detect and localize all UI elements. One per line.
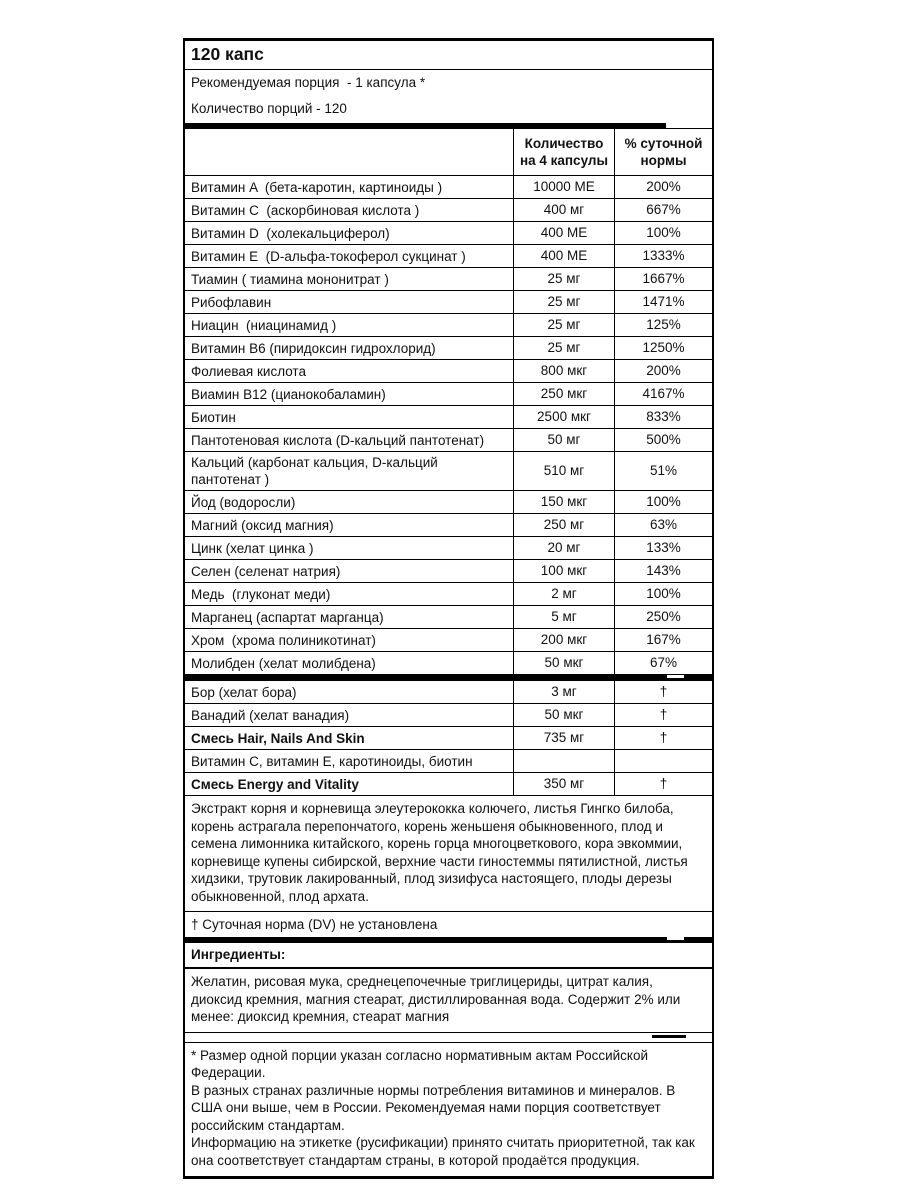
nutrient-dv-percent: † [614, 681, 712, 703]
nutrient-amount: 250 мкг [513, 383, 614, 405]
nutrient-row [185, 606, 712, 629]
section-divider-middle [185, 675, 712, 681]
ingredients-header: Ингредиенты: [185, 943, 712, 969]
nutrient-row [185, 491, 712, 514]
nutrient-amount: 5 мг [513, 606, 614, 628]
nutrient-amount: 735 мг [513, 727, 614, 749]
nutrient-name: Кальций (карбонат кальция, D-кальций пантотенат ) [191, 455, 442, 487]
nutrient-name: Ванадий (хелат ванадия) [191, 707, 350, 723]
section-divider-ingredients [185, 937, 712, 943]
ingredients-text: Желатин, рисовая мука, среднецепочечные триглицериды, цитрат калия, диоксид кремния, магния стеарат, дистиллированная вода. Содержит 2% или менее: диоксид кремния, стеарат магния [185, 969, 712, 1033]
nutrient-row [185, 337, 712, 360]
nutrient-row [185, 222, 712, 245]
supplement-facts-label [183, 38, 714, 1179]
nutrient-amount: 50 мкг [513, 704, 614, 726]
nutrient-row [185, 750, 712, 773]
nutrient-name: Витамин A (бета-каротин, картиноиды ) [191, 179, 443, 195]
nutrient-row [185, 452, 712, 491]
nutrient-amount: 400 мг [513, 199, 614, 221]
nutrient-dv-percent: † [614, 704, 712, 726]
nutrient-dv-percent: 133% [614, 537, 712, 559]
nutrient-dv-percent: 100% [614, 491, 712, 513]
nutrient-table-extra [185, 681, 712, 796]
nutrient-name: Пантотеновая кислота (D-кальций пантотенат) [191, 432, 485, 448]
nutrient-dv-percent: 63% [614, 514, 712, 536]
nutrient-row [185, 537, 712, 560]
nutrient-dv-percent: 1471% [614, 291, 712, 313]
nutrient-amount: 400 МЕ [513, 245, 614, 267]
section-divider-top [185, 123, 712, 129]
nutrient-amount: 20 мг [513, 537, 614, 559]
nutrient-amount [513, 750, 614, 772]
nutrient-amount: 2500 мкг [513, 406, 614, 428]
nutrient-amount: 25 мг [513, 314, 614, 336]
product-title: 120 капс [185, 41, 712, 70]
table-header-row [185, 129, 712, 176]
nutrient-row [185, 704, 712, 727]
nutrient-amount: 400 МЕ [513, 222, 614, 244]
footnote-country-norms: В разных странах различные нормы потребления витаминов и минералов. В США они выше, чем в России. Рекомендуемая нами порция соответствует российским стандартам. [191, 1082, 680, 1133]
nutrient-dv-percent: 125% [614, 314, 712, 336]
nutrient-name: Молибден (хелат молибдена) [191, 655, 376, 671]
nutrient-dv-percent: 100% [614, 583, 712, 605]
nutrient-name: Витамин B6 (пиридоксин гидрохлорид) [191, 340, 436, 356]
nutrient-amount: 25 мг [513, 337, 614, 359]
nutrient-name: Тиамин ( тиамина мононитрат ) [191, 271, 389, 287]
nutrient-amount: 25 мг [513, 291, 614, 313]
scan-artifact-mark [652, 1035, 686, 1038]
nutrient-amount: 800 мкг [513, 360, 614, 382]
nutrient-amount: 250 мг [513, 514, 614, 536]
nutrient-name: Селен (селенат натрия) [191, 563, 341, 579]
nutrient-row [185, 176, 712, 199]
nutrient-dv-percent: 667% [614, 199, 712, 221]
nutrient-dv-percent: 4167% [614, 383, 712, 405]
serving-info [185, 70, 712, 123]
nutrient-name: Смесь Hair, Nails And Skin [191, 730, 365, 746]
nutrient-name: Цинк (хелат цинка ) [191, 540, 314, 556]
nutrient-row [185, 360, 712, 383]
serving-size-line: Рекомендуемая порция - 1 капсула * [191, 75, 426, 90]
regulatory-footnotes [185, 1042, 712, 1177]
nutrient-dv-percent: 1250% [614, 337, 712, 359]
nutrient-name: Магний (оксид магния) [191, 517, 334, 533]
dv-column-header: % суточной нормы [614, 129, 712, 175]
nutrient-dv-percent: 833% [614, 406, 712, 428]
nutrient-row [185, 314, 712, 337]
nutrient-name: Витамин D (холекальциферол) [191, 225, 390, 241]
nutrient-amount: 3 мг [513, 681, 614, 703]
nutrient-row [185, 681, 712, 704]
footnote-serving-size: * Размер одной порции указан согласно нормативным актам Российской Федерации. [191, 1047, 652, 1080]
blend-description: Экстракт корня и корневища элеутерококка колючего, листья Гингко билоба, корень астрагала перепончатого, корень женьшеня обыкновенного, плод и семена лимонника китайского, корень горца многоцветкового, кора эвкоммии, корневище купены сибирской, верхние части гиностеммы пятилистной, листья хидзики, трутовик лакированный, плод зизифуса настоящего, плоды дерезы обыкновенной, плод архата. [185, 796, 712, 912]
nutrient-name: Биотин [191, 409, 236, 425]
nutrient-dv-percent: † [614, 727, 712, 749]
nutrient-dv-percent: 51% [614, 452, 712, 490]
nutrient-amount: 50 мкг [513, 652, 614, 674]
nutrient-amount: 510 мг [513, 452, 614, 490]
nutrient-dv-percent: 200% [614, 360, 712, 382]
nutrient-name: Витамин C, витамин E, каротиноиды, биотин [191, 753, 473, 769]
nutrient-name: Витамин E (D-альфа-токоферол сукцинат ) [191, 248, 466, 264]
scan-gap [185, 1033, 712, 1042]
nutrient-row [185, 773, 712, 796]
nutrient-column-header-empty [185, 129, 513, 175]
nutrient-name: Йод (водоросли) [191, 494, 296, 510]
nutrient-row [185, 727, 712, 750]
nutrient-name: Хром (хрома полиникотинат) [191, 632, 376, 648]
nutrient-name: Марганец (аспартат марганца) [191, 609, 384, 625]
label-panel [183, 38, 714, 1179]
nutrient-row [185, 629, 712, 652]
nutrient-row [185, 383, 712, 406]
nutrient-name: Бор (хелат бора) [191, 684, 297, 700]
nutrient-dv-percent: 167% [614, 629, 712, 651]
nutrient-amount: 150 мкг [513, 491, 614, 513]
servings-count-line: Количество порций - 120 [191, 101, 347, 116]
nutrient-row [185, 560, 712, 583]
nutrient-row [185, 429, 712, 452]
dv-not-established-note: † Суточная норма (DV) не установлена [191, 917, 438, 932]
amount-column-header: Количество на 4 капсулы [513, 129, 614, 175]
nutrient-dv-percent: 67% [614, 652, 712, 674]
nutrient-amount: 25 мг [513, 268, 614, 290]
nutrient-dv-percent: 143% [614, 560, 712, 582]
nutrient-amount: 50 мг [513, 429, 614, 451]
nutrient-name: Витамин C (аскорбиновая кислота ) [191, 202, 420, 218]
nutrient-amount: 350 мг [513, 773, 614, 795]
nutrient-name: Ниацин (ниацинамид ) [191, 317, 337, 333]
nutrient-row [185, 245, 712, 268]
nutrient-name: Виамин B12 (цианокобаламин) [191, 386, 386, 402]
nutrient-dv-percent: 200% [614, 176, 712, 198]
nutrient-name: Смесь Energy and Vitality [191, 776, 359, 792]
nutrient-dv-percent [614, 750, 712, 772]
nutrient-row [185, 291, 712, 314]
nutrient-dv-percent: 1667% [614, 268, 712, 290]
nutrient-row [185, 514, 712, 537]
nutrient-row [185, 583, 712, 606]
nutrient-dv-percent: † [614, 773, 712, 795]
nutrient-dv-percent: 500% [614, 429, 712, 451]
nutrient-row [185, 406, 712, 429]
nutrient-row [185, 199, 712, 222]
footnote-label-priority: Информацию на этикетке (русификации) принято считать приоритетной, так как она соответствует стандартам страны, в которой продаётся продукция. [191, 1135, 699, 1168]
nutrient-row [185, 268, 712, 291]
nutrient-dv-percent: 100% [614, 222, 712, 244]
nutrient-dv-percent: 1333% [614, 245, 712, 267]
nutrient-amount: 2 мг [513, 583, 614, 605]
nutrient-row [185, 652, 712, 675]
nutrient-name: Медь (глуконат меди) [191, 586, 331, 602]
nutrient-amount: 200 мкг [513, 629, 614, 651]
nutrient-amount: 100 мкг [513, 560, 614, 582]
nutrient-dv-percent: 250% [614, 606, 712, 628]
nutrient-amount: 10000 МЕ [513, 176, 614, 198]
nutrient-name: Рибофлавин [191, 294, 272, 310]
nutrient-table-main [185, 176, 712, 675]
nutrient-name: Фолиевая кислота [191, 363, 306, 379]
